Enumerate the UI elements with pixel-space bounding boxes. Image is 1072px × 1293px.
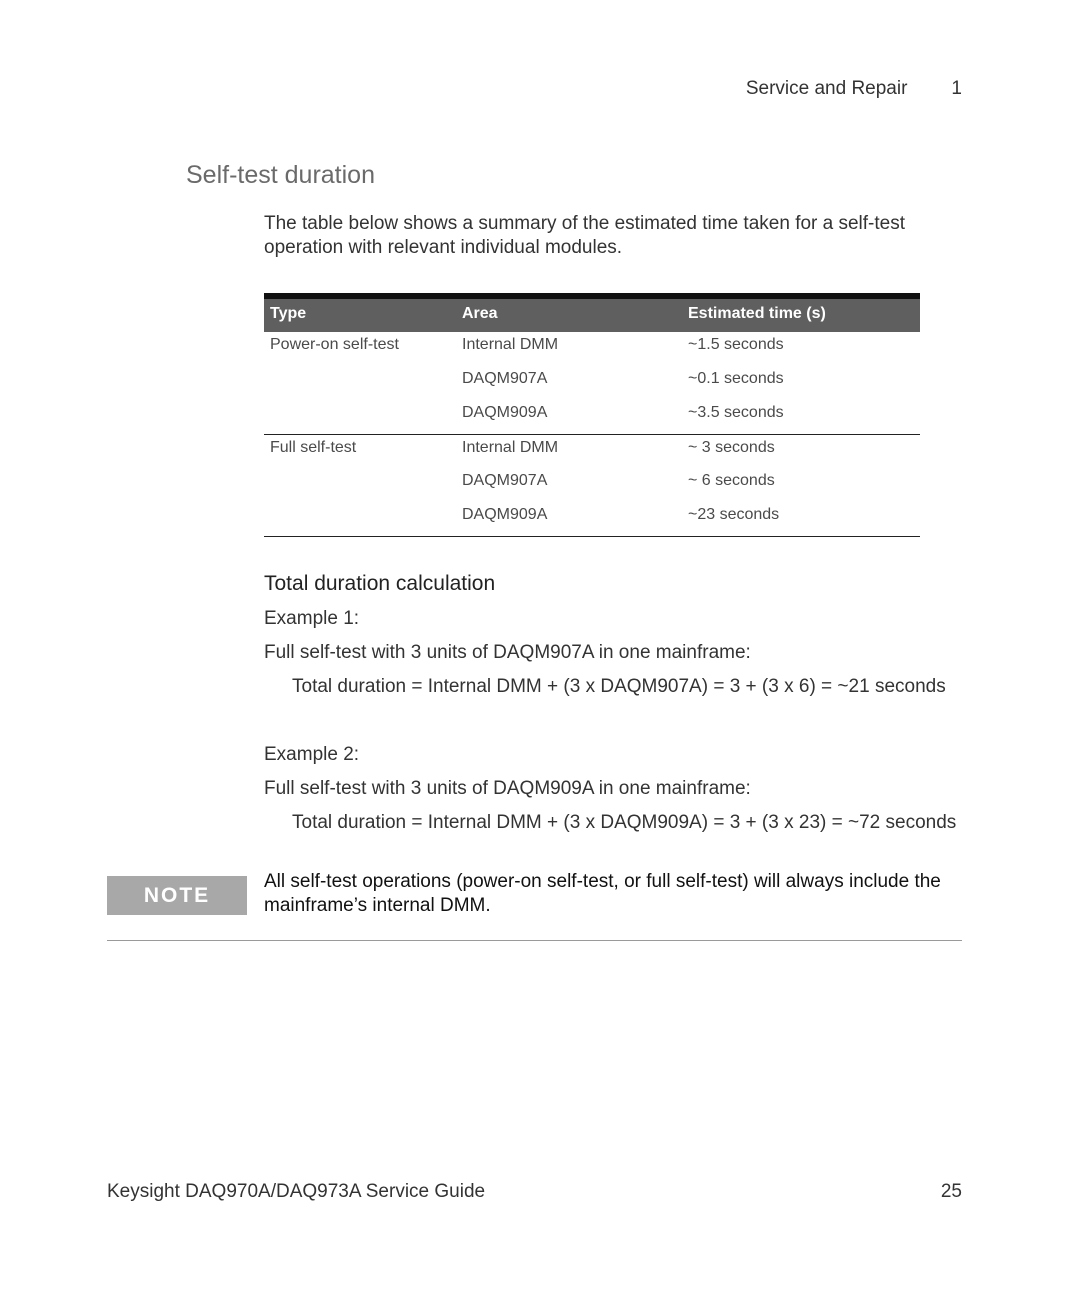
cell-time: ~1.5 seconds <box>688 336 784 353</box>
table-row <box>264 434 920 468</box>
column-header-time: Estimated time (s) <box>688 305 826 322</box>
self-test-duration-table <box>264 293 920 537</box>
cell-time: ~3.5 seconds <box>688 404 784 421</box>
example1-label: Example 1: <box>264 608 360 629</box>
table-group-power-on <box>264 332 920 434</box>
footer-guide-title: Keysight DAQ970A/DAQ973A Service Guide <box>107 1181 486 1202</box>
cell-type: Power-on self-test <box>270 336 399 353</box>
table-header-row <box>264 296 920 332</box>
example1-formula: Total duration = Internal DMM + (3 x DAQM907A) = 3 + (3 x 6) = ~21 seconds <box>292 676 946 697</box>
example2-description: Full self-test with 3 units of DAQM909A in one mainframe: <box>264 778 751 799</box>
table-row <box>264 366 920 400</box>
chapter-title: Service and Repair <box>745 78 908 99</box>
table-group-full <box>264 434 920 536</box>
cell-area: DAQM909A <box>462 506 548 523</box>
cell-area: DAQM907A <box>462 370 548 387</box>
cell-type: Full self-test <box>270 438 357 456</box>
chapter-number: 1 <box>951 78 962 99</box>
cell-area: Internal DMM <box>462 336 559 353</box>
cell-area: DAQM907A <box>462 472 548 489</box>
column-header-area: Area <box>462 305 498 322</box>
section-title: Self-test duration <box>186 161 375 189</box>
footer-page-number: 25 <box>940 1181 962 1202</box>
cell-time: ~23 seconds <box>688 506 780 523</box>
table-row <box>264 400 920 434</box>
column-header-type: Type <box>270 305 307 322</box>
duration-table <box>264 293 920 537</box>
calculation-heading: Total duration calculation <box>264 572 496 595</box>
table-row <box>264 468 920 502</box>
intro-paragraph: The table below shows a summary of the estimated time taken for a self-test operation with relevant individual modules. <box>264 213 906 258</box>
cell-area: DAQM909A <box>462 404 548 421</box>
note-label: NOTE <box>107 876 247 915</box>
running-header <box>746 78 962 100</box>
cell-time: ~0.1 seconds <box>688 370 784 387</box>
note-divider <box>107 940 962 941</box>
cell-type-empty <box>264 366 456 400</box>
table-row <box>264 502 920 536</box>
cell-type-empty <box>264 468 456 502</box>
example2-label: Example 2: <box>264 744 360 765</box>
table-row <box>264 332 920 366</box>
cell-area: Internal DMM <box>462 438 559 456</box>
example2-formula: Total duration = Internal DMM + (3 x DAQM909A) = 3 + (3 x 23) = ~72 seconds <box>292 812 957 833</box>
cell-type-empty <box>264 502 456 536</box>
cell-time: ~ 6 seconds <box>688 472 775 489</box>
example1-description: Full self-test with 3 units of DAQM907A in one mainframe: <box>264 642 751 663</box>
cell-type-empty <box>264 400 456 434</box>
note-text: All self-test operations (power-on self-test, or full self-test) will always include the mainframe’s internal DMM. <box>264 871 941 916</box>
cell-time: ~ 3 seconds <box>688 438 775 456</box>
